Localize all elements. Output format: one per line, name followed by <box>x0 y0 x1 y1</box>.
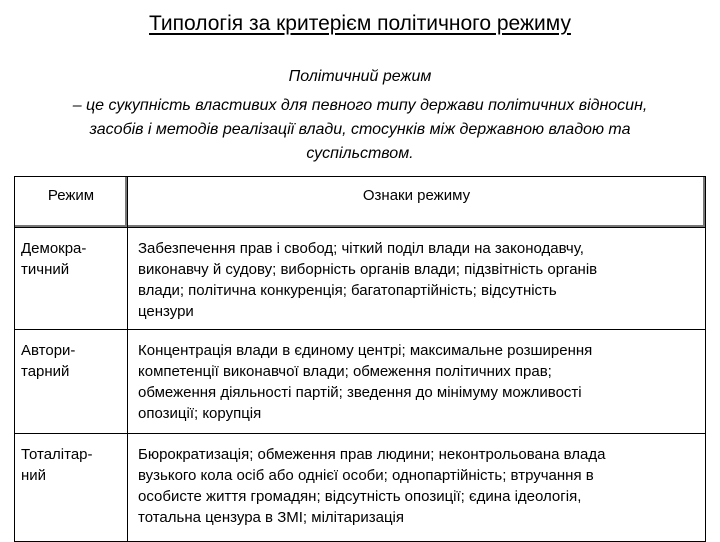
feature-line: Забезпечення прав і свобод; чіткий поділ влади на законодавчу, <box>138 240 584 257</box>
regime-features <box>128 330 706 434</box>
definition-heading: Політичний режим <box>288 68 432 85</box>
regime-name-line: Тоталітар- <box>21 446 93 463</box>
regime-name-line: тичний <box>21 261 70 278</box>
table-row <box>15 330 706 434</box>
table-row <box>15 434 706 542</box>
feature-line: особисте життя громадян; відсутність опозиції; єдина ідеологія, <box>138 488 582 505</box>
regime-name-line: тарний <box>21 363 70 380</box>
feature-line: виконавчу й судову; виборність органів влади; підзвітність органів <box>138 261 598 278</box>
feature-line: опозиції; корупція <box>138 405 262 422</box>
header-regime: Режим <box>15 177 128 228</box>
page-title: Типологія за критерієм політичного режиму <box>149 12 571 35</box>
regime-name <box>15 228 128 330</box>
regime-name-line: ний <box>21 467 47 484</box>
feature-line: цензури <box>138 303 194 320</box>
regime-name-line: Демокра- <box>21 240 87 257</box>
regime-name-line: Автори- <box>21 342 76 359</box>
feature-line: влади; політична конкуренція; багатопартійність; відсутність <box>138 282 557 299</box>
feature-line: тотальна цензура в ЗМІ; мілітаризація <box>138 509 405 526</box>
regimes-table <box>14 176 706 542</box>
feature-line: обмеження діяльності партій; зведення до мінімуму можливості <box>138 384 582 401</box>
regime-name <box>15 434 128 542</box>
regime-features <box>128 228 706 330</box>
feature-line: компетенції виконавчої влади; обмеження політичних прав; <box>138 363 552 380</box>
feature-line: вузького кола осіб або однієї особи; однопартійність; втручання в <box>138 467 594 484</box>
table-header-row <box>15 177 706 228</box>
feature-line: Бюрократизація; обмеження прав людини; неконтрольована влада <box>138 446 606 463</box>
definition-line: суспільством. <box>306 145 414 162</box>
regime-name <box>15 330 128 434</box>
definition-line: – це сукупність властивих для певного типу держави політичних відносин, <box>72 97 648 114</box>
table-row <box>15 228 706 330</box>
definition-text <box>0 94 720 166</box>
definition-line: засобів і методів реалізації влади, стосунків між державною владою та <box>89 121 631 138</box>
feature-line: Концентрація влади в єдиному центрі; максимальне розширення <box>138 342 593 359</box>
regime-features <box>128 434 706 542</box>
header-features: Ознаки режиму <box>128 177 706 228</box>
